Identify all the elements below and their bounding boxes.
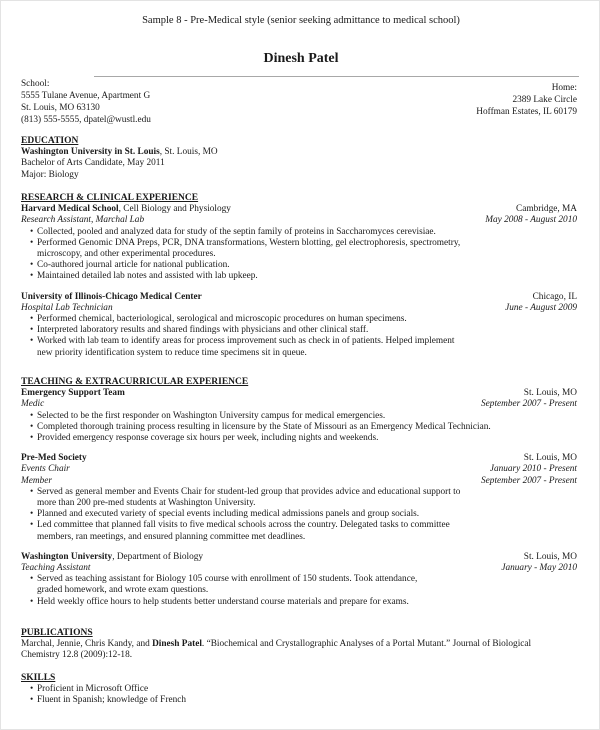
major: Major: Biology (21, 169, 79, 180)
research-section (21, 193, 577, 359)
section-heading: EDUCATION (21, 136, 79, 146)
publication-title: . “Biochemical and Crystallographic Analyses of a Portal Mutant.” Journal of Biological (201, 639, 532, 650)
job-bullets (21, 314, 577, 359)
publication-authors: Marchal, Jennie, Chris Kandy, and (21, 639, 153, 650)
skills-list (21, 684, 577, 706)
bullet-continuation: microscopy, and other experimental procedures. (37, 248, 216, 259)
job-title-row (21, 215, 577, 226)
school-location: , St. Louis, MO (159, 147, 218, 158)
bullet-item: • Completed thorough training process resulting in licensure by the State of Missouri as an Emergency Medical Technician. (21, 422, 577, 433)
job-bullets (21, 227, 577, 283)
bullet-item: • Maintained detailed lab notes and assisted with lab upkeep. (21, 271, 577, 282)
bullet-item: • Interpreted laboratory results and shared findings with physicians and other clinical staff. (21, 325, 577, 336)
bullet-item: • Selected to be the first responder on Washington University campus for medical emergencies. (21, 411, 577, 422)
job-title: Teaching Assistant (21, 562, 91, 573)
job-entry (21, 204, 577, 282)
job-title-row (21, 563, 577, 574)
school-name: Washington University in St. Louis (21, 147, 160, 158)
job-title: Hospital Lab Technician (21, 302, 113, 313)
education-school-line (21, 147, 577, 158)
job-dates: January 2010 - Present (489, 464, 577, 475)
job-entry (21, 388, 577, 444)
job-dates: May 2008 - August 2010 (485, 215, 577, 226)
job-bullets (21, 574, 577, 608)
bullet-continuation: graded homework, and wrote exam questions. (37, 585, 209, 596)
job-dept: , Department of Biology (112, 551, 204, 562)
school-address-line: 5555 Tulane Avenue, Apartment G (21, 90, 151, 101)
applicant-name: Dinesh Patel (263, 51, 339, 66)
job-title: Research Assistant, Marchal Lab (21, 215, 145, 226)
home-address (476, 83, 577, 119)
job-header (21, 204, 577, 215)
job-dates: September 2007 - Present (481, 399, 577, 410)
section-heading: SKILLS (21, 673, 56, 683)
publications-section (21, 628, 577, 662)
job-header (21, 388, 577, 399)
job-dept: , Cell Biology and Physiology (118, 204, 231, 215)
bullet-item: • Held weekly office hours to help students better understand course materials and prepare for exams. (21, 597, 577, 608)
school-address (21, 79, 151, 127)
job-dates: September 2007 - Present (481, 475, 577, 486)
school-contact-line: (813) 555-5555, dpatel@wustl.edu (21, 114, 151, 125)
header-divider (94, 76, 579, 77)
bullet-continuation: new priority identification system to reduce time specimens sit in queue. (37, 347, 307, 358)
bullet-item: • Collected, pooled and analyzed data for study of the septin family of proteins in Saccharomyces cerevisiae. (21, 227, 577, 238)
section-heading: PUBLICATIONS (21, 628, 93, 638)
job-location: St. Louis, MO (523, 388, 577, 399)
job-dates: January - May 2010 (501, 562, 577, 573)
school-address-label: School: (21, 79, 50, 89)
teaching-section (21, 377, 577, 608)
job-org: Emergency Support Team (21, 388, 125, 399)
job-header (21, 552, 577, 563)
job-entry (21, 292, 577, 359)
bullet-item: • Planned and executed variety of special events including medical admissions panels and group socials. (21, 509, 577, 520)
document-title: Sample 8 - Pre-Medical style (senior seeking admittance to medical school) (142, 15, 460, 26)
job-org: Harvard Medical School (21, 204, 119, 215)
job-location: St. Louis, MO (523, 551, 577, 562)
job-org: University of Illinois-Chicago Medical Center (21, 291, 202, 302)
bullet-continuation: members, ran meetings, and ensured planning committee met deadlines. (37, 531, 306, 542)
bullet-item: • Served as teaching assistant for Biology 105 course with enrollment of 150 students. Took attendance, (21, 574, 577, 585)
job-entry (21, 552, 577, 608)
skill-item: • Fluent in Spanish; knowledge of French (21, 695, 577, 706)
job-bullets (21, 411, 577, 445)
degree: Bachelor of Arts Candidate, May 2011 (21, 158, 165, 169)
bullet-continuation: more than 200 pre-med students at Washington University. (37, 497, 256, 508)
bullet-item: • Co-authored journal article for national publication. (21, 260, 577, 271)
education-section (21, 136, 577, 181)
job-title: Member (21, 475, 52, 486)
bullet-item: • Performed Genomic DNA Preps, PCR, DNA transformations, Western blotting, gel electrophoresis, spectrometry, (21, 238, 577, 249)
job-header (21, 453, 577, 464)
skill-item: • Proficient in Microsoft Office (21, 684, 577, 695)
publication-citation (21, 639, 577, 650)
publication-author-self: Dinesh Patel (152, 639, 202, 650)
bullet-item: • Provided emergency response coverage six hours per week, including nights and weekends. (21, 433, 577, 444)
job-title-row (21, 464, 577, 475)
bullet-item: • Led committee that planned fall visits to five medical schools across the country. Delegated tasks to committee (21, 520, 577, 531)
bullet-item: • Worked with lab team to identify areas for process improvement such as check in of patients. Helped implement (21, 336, 577, 347)
section-heading: RESEARCH & CLINICAL EXPERIENCE (21, 193, 199, 203)
job-header (21, 292, 577, 303)
home-address-line: 2389 Lake Circle (512, 94, 577, 105)
job-title-row (21, 303, 577, 314)
job-org: Pre-Med Society (21, 453, 87, 464)
section-heading: TEACHING & EXTRACURRICULAR EXPERIENCE (21, 377, 249, 387)
job-bullets (21, 487, 577, 543)
job-title-row (21, 476, 577, 487)
job-org: Washington University (21, 551, 113, 562)
job-dates: June - August 2009 (505, 302, 577, 313)
school-address-line: St. Louis, MO 63130 (21, 102, 100, 113)
bullet-item: • Served as general member and Events Chair for student-led group that provides advice and educational support to (21, 487, 577, 498)
job-location: Cambridge, MA (516, 204, 577, 215)
home-address-line: Hoffman Estates, IL 60179 (476, 106, 577, 117)
job-location: Chicago, IL (532, 291, 577, 302)
publication-journal: Chemistry 12.8 (2009):12-18. (21, 650, 133, 661)
job-title: Events Chair (21, 464, 70, 475)
job-title-row (21, 399, 577, 410)
skills-section (21, 673, 577, 707)
job-entry (21, 453, 577, 543)
job-location: St. Louis, MO (523, 453, 577, 464)
bullet-item: • Performed chemical, bacteriological, serological and microscopic procedures on human specimens. (21, 314, 577, 325)
home-address-label: Home: (551, 83, 577, 93)
job-title: Medic (21, 399, 45, 410)
